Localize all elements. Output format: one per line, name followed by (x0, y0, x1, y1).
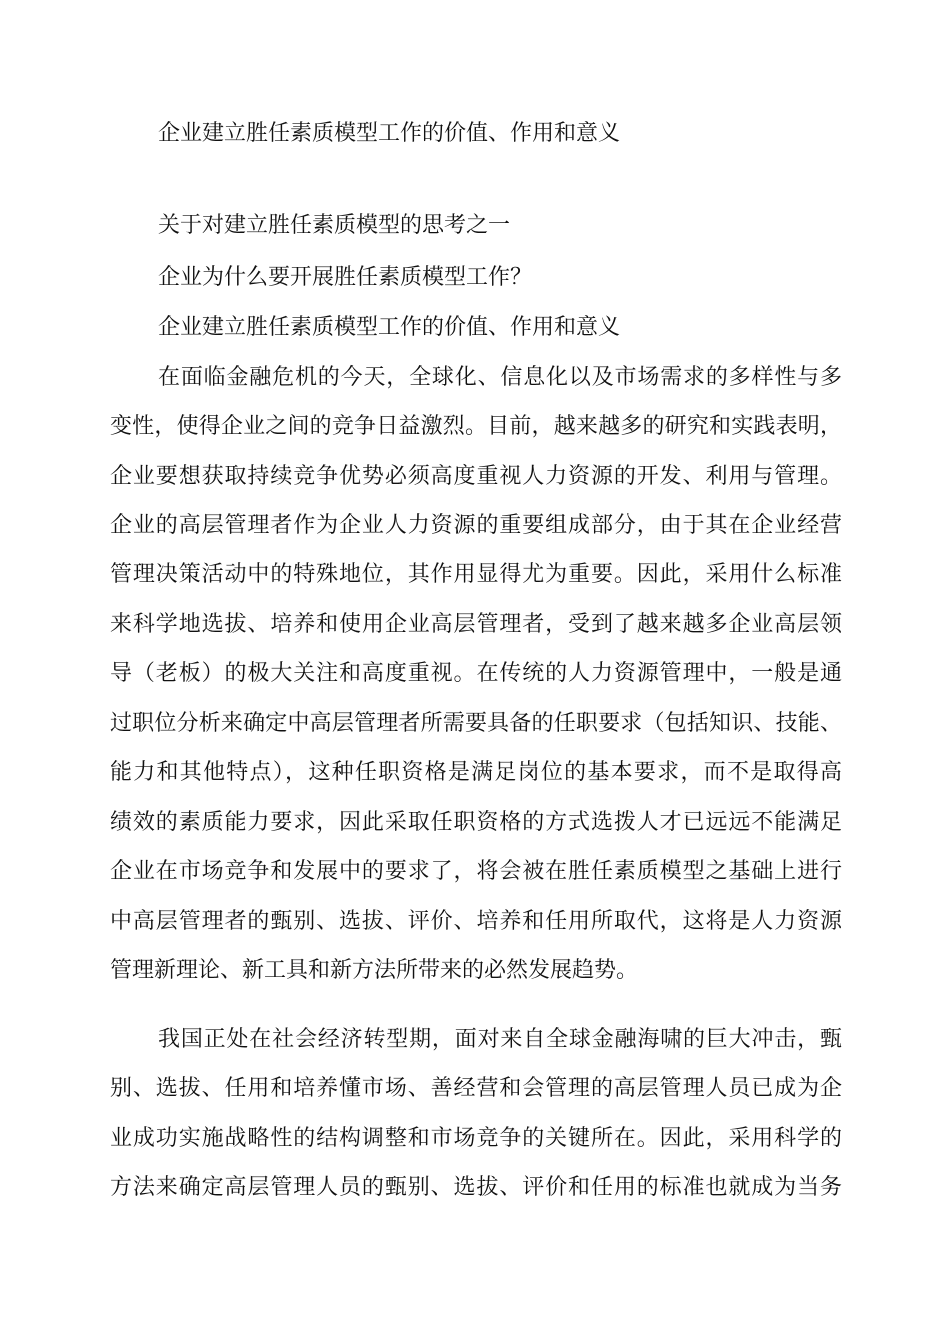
paragraph-1-line: 能力和其他特点），这种任职资格是满足岗位的基本要求，而不是取得高 (110, 760, 842, 785)
paragraph-1-line: 过职位分析来确定中高层管理者所需要具备的任职要求（包括知识、技能、 (110, 711, 842, 736)
paragraph-1-line: 在面临金融危机的今天，全球化、信息化以及市场需求的多样性与多 (158, 365, 842, 390)
paragraph-1-line: 管理新理论、新工具和新方法所带来的必然发展趋势。 (110, 958, 639, 983)
paragraph-1-line: 导（老板）的极大关注和高度重视。在传统的人力资源管理中，一般是通 (110, 661, 842, 686)
paragraph-1-line: 企业要想获取持续竞争优势必须高度重视人力资源的开发、利用与管理。 (110, 464, 842, 489)
paragraph-2-line: 方法来确定高层管理人员的甄别、选拔、评价和任用的标准也就成为当务 (110, 1175, 842, 1200)
document-title: 企业建立胜任素质模型工作的价值、作用和意义 (158, 121, 621, 146)
heading-3: 企业建立胜任素质模型工作的价值、作用和意义 (158, 315, 621, 340)
paragraph-2-line: 我国正处在社会经济转型期，面对来自全球金融海啸的巨大冲击，甄 (158, 1027, 842, 1052)
paragraph-1-line: 中高层管理者的甄别、选拔、评价、培养和任用所取代，这将是人力资源 (110, 909, 842, 934)
paragraph-1-line: 企业在市场竞争和发展中的要求了，将会被在胜任素质模型之基础上进行 (110, 859, 842, 884)
paragraph-2-line: 业成功实施战略性的结构调整和市场竞争的关键所在。因此，采用科学的 (110, 1126, 842, 1151)
paragraph-1-line: 来科学地选拔、培养和使用企业高层管理者，受到了越来越多企业高层领 (110, 612, 842, 637)
paragraph-1-line: 企业的高层管理者作为企业人力资源的重要组成部分，由于其在企业经营 (110, 513, 842, 538)
heading-2: 企业为什么要开展胜任素质模型工作？ (158, 265, 533, 290)
heading-1: 关于对建立胜任素质模型的思考之一 (158, 213, 511, 238)
paragraph-2-line: 别、选拔、任用和培养懂市场、善经营和会管理的高层管理人员已成为企 (110, 1076, 842, 1101)
paragraph-1-line: 管理决策活动中的特殊地位，其作用显得尤为重要。因此，采用什么标准 (110, 562, 842, 587)
paragraph-1-line: 绩效的素质能力要求，因此采取任职资格的方式选拨人才已远远不能满足 (110, 810, 842, 835)
paragraph-1-line: 变性，使得企业之间的竞争日益激烈。目前，越来越多的研究和实践表明， (110, 414, 842, 439)
